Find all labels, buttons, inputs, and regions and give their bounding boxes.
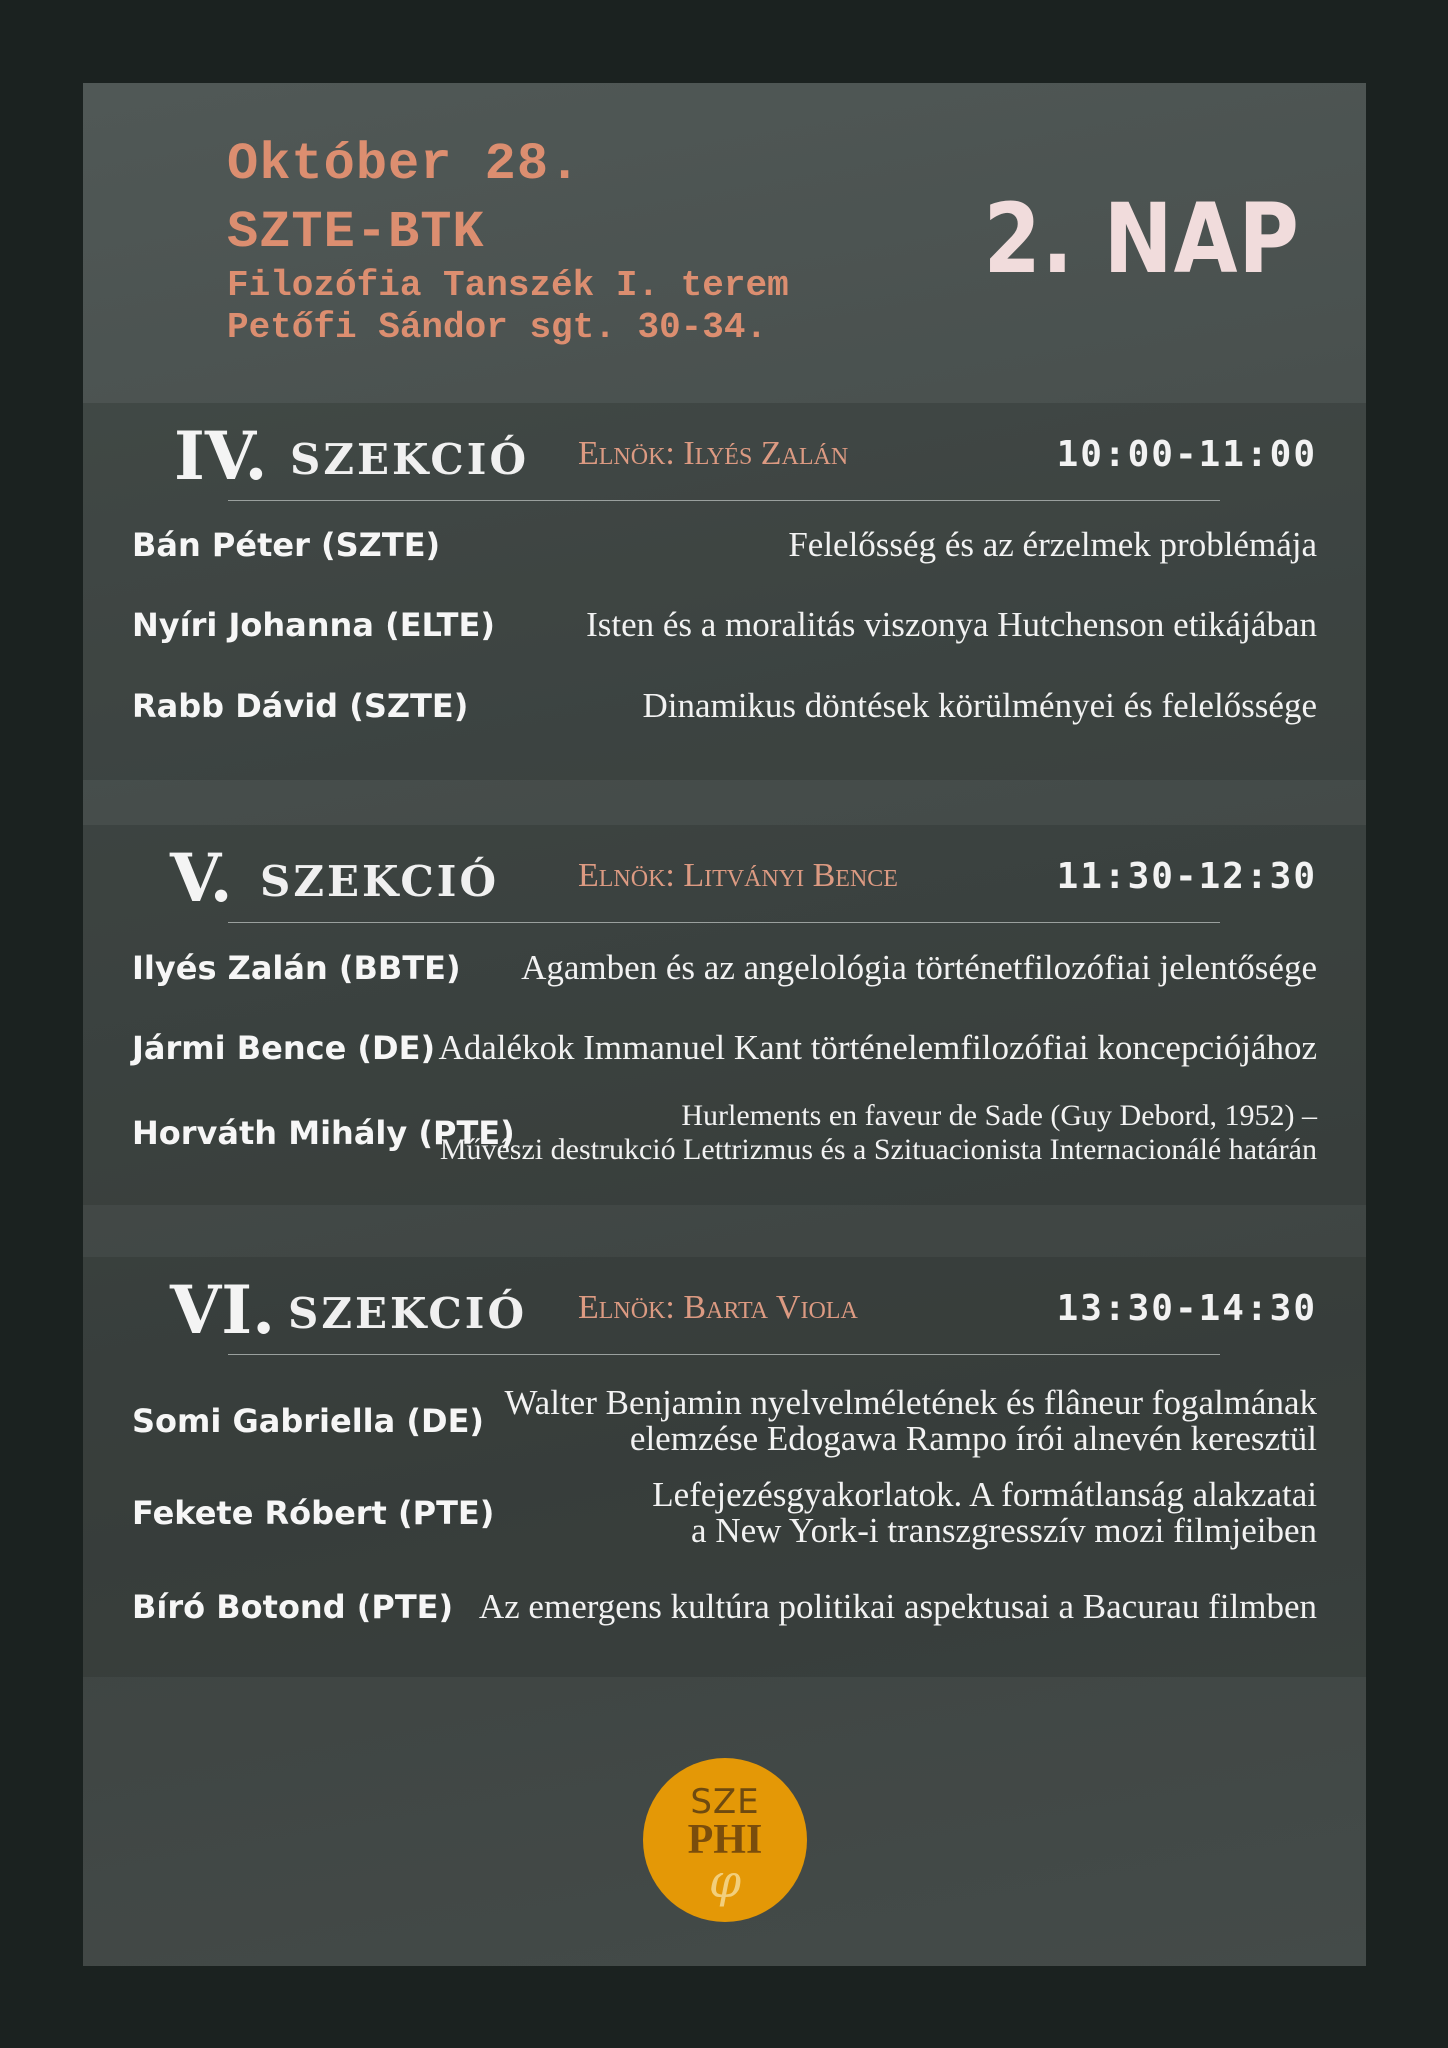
talk-title-line: Művészi destrukció Lettrizmus és a Szituacionista Internacionálé határán (439, 1133, 1317, 1166)
section-time: 11:30-12:30 (1056, 856, 1317, 897)
talk-title (440, 1099, 1317, 1167)
talk-title (521, 950, 1317, 986)
section-time: 13:30-14:30 (1056, 1288, 1317, 1329)
section-word: SZEKCIÓ (290, 435, 530, 484)
section-header (83, 403, 1366, 503)
talk-row (83, 1018, 1366, 1078)
talk-speaker: Bíró Botond (PTE) (132, 1588, 454, 1626)
talk-title (652, 1477, 1317, 1549)
talk-title-line: elemzése Edogawa Rampo írói alnevén keresztül (629, 1419, 1317, 1458)
talk-row (83, 938, 1366, 998)
talk-title-line: Dinamikus döntések körülményei és felelőssége (642, 686, 1317, 725)
logo-text-middle: PHI (687, 1817, 763, 1863)
event-address: Petőfi Sándor sgt. 30-34. (227, 307, 768, 348)
talk-title-line: Adalékok Immanuel Kant történelemfilozófiai koncepciójához (438, 1028, 1317, 1067)
talk-speaker: Nyíri Johanna (ELTE) (132, 606, 495, 644)
talk-title-line: Hurlements en faveur de Sade (Guy Debord, 1952) – (681, 1099, 1317, 1132)
section-chair: Elnök: Ilyés Zalán (578, 435, 849, 472)
event-room: Filozófia Tanszék I. terem (227, 265, 789, 306)
day-label: 2. NAP (983, 183, 1300, 295)
section-v (83, 825, 1366, 1205)
talk-row (83, 1473, 1366, 1553)
talk-title-line: Isten és a moralitás viszonya Hutchenson etikájában (586, 605, 1317, 644)
section-chair: Elnök: Litványi Bence (578, 857, 898, 894)
talk-speaker: Jármi Bence (DE) (132, 1029, 436, 1067)
talk-speaker: Bán Péter (SZTE) (132, 526, 441, 564)
talk-speaker: Horváth Mihály (PTE) (132, 1114, 515, 1152)
section-vi (83, 1257, 1366, 1677)
section-divider (228, 1354, 1220, 1355)
section-number: VI. (170, 1271, 276, 1349)
talk-speaker: Rabb Dávid (SZTE) (132, 687, 469, 725)
talk-title (642, 688, 1317, 724)
talk-title (438, 1030, 1317, 1066)
talk-speaker: Ilyés Zalán (BBTE) (132, 949, 461, 987)
talk-title-line: Az emergens kultúra politikai aspektusai a Bacurau filmben (478, 1587, 1317, 1626)
section-chair: Elnök: Barta Viola (578, 1289, 858, 1326)
talk-speaker: Somi Gabriella (DE) (132, 1402, 485, 1440)
section-divider (228, 922, 1220, 923)
event-date: Október 28. (227, 135, 582, 194)
talk-row (83, 595, 1366, 655)
logo-text-top: SZE (690, 1782, 760, 1822)
program-poster (83, 83, 1366, 1966)
phi-icon: φ (708, 1854, 742, 1908)
event-organization: SZTE-BTK (227, 203, 485, 262)
talk-title (586, 607, 1317, 643)
talk-row (83, 515, 1366, 575)
talk-title-line: Felelősség és az érzelmek problémája (788, 525, 1317, 564)
talk-title-line: Agamben és az angelológia történetfilozófiai jelentősége (521, 948, 1317, 987)
section-time: 10:00-11:00 (1056, 434, 1317, 475)
section-word: SZEKCIÓ (288, 1289, 528, 1338)
talk-title-line: a New York-i transzgresszív mozi filmjeiben (691, 1511, 1317, 1550)
section-header (83, 825, 1366, 925)
szephi-logo (643, 1758, 807, 1922)
talk-row (83, 1577, 1366, 1637)
poster-header (83, 83, 1366, 403)
section-divider (228, 500, 1220, 501)
talk-title-line: Walter Benjamin nyelvelméletének és flâneur fogalmának (504, 1383, 1317, 1422)
talk-title-line: Lefejezésgyakorlatok. A formátlanság alakzatai (652, 1475, 1317, 1514)
talk-row (83, 676, 1366, 736)
section-header (83, 1257, 1366, 1357)
talk-speaker: Fekete Róbert (PTE) (132, 1494, 495, 1532)
talk-row (83, 1093, 1366, 1173)
talk-title (788, 527, 1317, 563)
section-iv (83, 403, 1366, 780)
talk-title (479, 1589, 1317, 1625)
talk-row (83, 1381, 1366, 1461)
section-word: SZEKCIÓ (260, 857, 500, 906)
section-number: V. (170, 839, 233, 917)
talk-title (504, 1385, 1317, 1457)
section-number: IV. (174, 417, 268, 495)
